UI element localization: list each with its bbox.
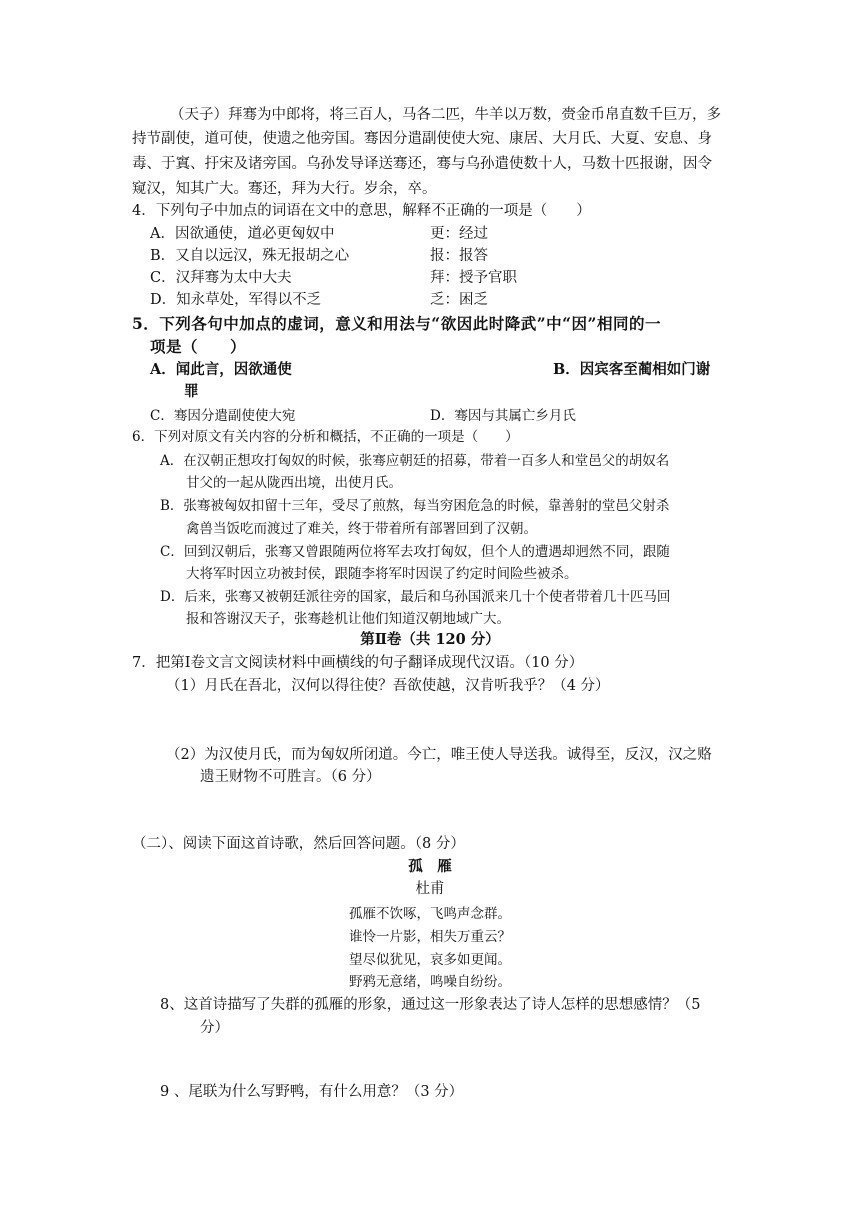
- poem-line: 孤雁不饮啄，飞鸣声念群。: [349, 906, 511, 922]
- q6-option-c-cont: 大将军时因立功被封侯，跟随李将军时因误了约定时间险些被杀。: [186, 566, 578, 582]
- passage-line: 毒、于窴、扜宋及诸旁国。乌孙发导译送骞还，骞与乌孙遣使数十人，马数十匹报谢，因令: [132, 156, 712, 172]
- q6-option-d-cont: 报和答谢汉天子，张骞趁机让他们知道汉朝地域广大。: [186, 611, 510, 627]
- question-4-stem: 4．下列句子中加点的词语在文中的意思，解释不正确的一项是（ ）: [132, 203, 591, 219]
- poem-title-row: [0, 856, 860, 878]
- poem-line-row: [0, 949, 860, 971]
- q4-option-d: D．知永草处，军得以不乏: [150, 292, 322, 308]
- q6-option-b-cont: 禽兽当饭吃而渡过了难关，终于带着所有部署回到了汉朝。: [186, 521, 537, 537]
- q7-subquestion-2-cont: 遗王财物不可胜言。（6 分）: [200, 769, 381, 785]
- passage-line: 持节副使，道可使，使遗之他旁国。骞因分遣副使使大宛、康居、大月氏、大夏、安息、身: [132, 131, 712, 147]
- q5-option-c: C．骞因分遣副使使大宛: [150, 408, 296, 424]
- q4-option-c-gloss: 拜：授予官职: [430, 270, 517, 286]
- poem-section-intro: （二）、阅读下面这首诗歌，然后回答问题。（8 分）: [132, 836, 465, 852]
- poem-line: 野鸦无意绪，鸣噪自纷纷。: [349, 974, 511, 990]
- q4-option-c: C．汉拜骞为太中大夫: [150, 270, 292, 286]
- question-5-stem: 5．下列各句中加点的虚词，意义和用法与“欲因此时降武”中“因”相同的一: [132, 314, 661, 333]
- passage-line: （天子）拜骞为中郎将，将三百人，马各二匹，牛羊以万数，赍金币帛直数千巨万，多: [170, 107, 721, 123]
- q4-option-d-gloss: 乏：困乏: [430, 292, 488, 308]
- q4-option-b-gloss: 报：报答: [430, 248, 488, 264]
- poem-author-row: [0, 878, 860, 900]
- q7-subquestion-1: （1）月氏在吾北，汉何以得往使？吾欲使越，汉肯听我乎？（4 分）: [166, 678, 610, 694]
- q6-option-b: B．张骞被匈奴扣留十三年，受尽了煎熬，每当穷困危急的时候，靠善射的堂邑父射杀: [160, 498, 670, 514]
- q6-option-d: D．后来，张骞又被朝廷派往旁的国家，最后和乌孙国派来几十个使者带着几十匹马回: [160, 589, 671, 605]
- question-9: 9 、尾联为什么写野鸭，有什么用意？（3 分）: [160, 1084, 464, 1100]
- question-6-stem: 6．下列对原文有关内容的分析和概括，不正确的一项是（ ）: [132, 429, 519, 445]
- q7-subquestion-2: （2）为汉使月氏，而为匈奴所闭道。今亡，唯王使人导送我。诚得至，反汉，汉之赂: [166, 747, 712, 763]
- q6-option-a-cont: 甘父的一起从陇西出境，出使月氏。: [186, 475, 402, 491]
- section-heading: [0, 629, 860, 651]
- question-7-stem: 7．把第Ⅰ卷文言文阅读材料中画横线的句子翻译成现代汉语。（10 分）: [132, 655, 584, 671]
- poem-line-row: [0, 903, 860, 925]
- q4-option-a-gloss: 更：经过: [430, 226, 488, 242]
- poem-title: 孤 雁: [408, 858, 452, 875]
- q6-option-a: A．在汉朝正想攻打匈奴的时候，张骞应朝廷的招募，带着一百多人和堂邑父的胡奴名: [160, 453, 670, 469]
- q5-option-d: D．骞因与其属亡乡月氏: [430, 408, 576, 424]
- question-8-cont: 分）: [200, 1020, 229, 1036]
- q4-option-a: A．因欲通使，道必更匈奴中: [150, 226, 335, 242]
- q5-option-a: A．闻此言，因欲通使: [150, 361, 292, 378]
- poem-line-row: [0, 971, 860, 993]
- poem-line-row: [0, 926, 860, 948]
- poem-line: 谁怜一片影，相失万重云？: [349, 929, 511, 945]
- q4-option-b: B．又自以远汉，殊无报胡之心: [150, 248, 350, 264]
- q5-option-b-cont: 罪: [184, 383, 199, 400]
- q5-option-b: B．因宾客至蔺相如门谢: [553, 361, 711, 378]
- passage-line: 窥汉，知其广大。骞还，拜为大行。岁余，卒。: [132, 181, 437, 197]
- poem-author: 杜甫: [415, 881, 445, 897]
- q6-option-c: C．回到汉朝后，张骞又曾跟随两位将军去攻打匈奴，但个人的遭遇却迥然不同，跟随: [160, 544, 670, 560]
- section-heading-text: 第Ⅱ卷（共 120 分）: [360, 631, 500, 648]
- question-5-stem-cont: 项是（ ）: [150, 337, 247, 356]
- poem-line: 望尽似犹见，哀多如更闻。: [349, 952, 511, 968]
- question-8: 8、这首诗描写了失群的孤雁的形象，通过这一形象表达了诗人怎样的思想感情？（5: [160, 997, 701, 1013]
